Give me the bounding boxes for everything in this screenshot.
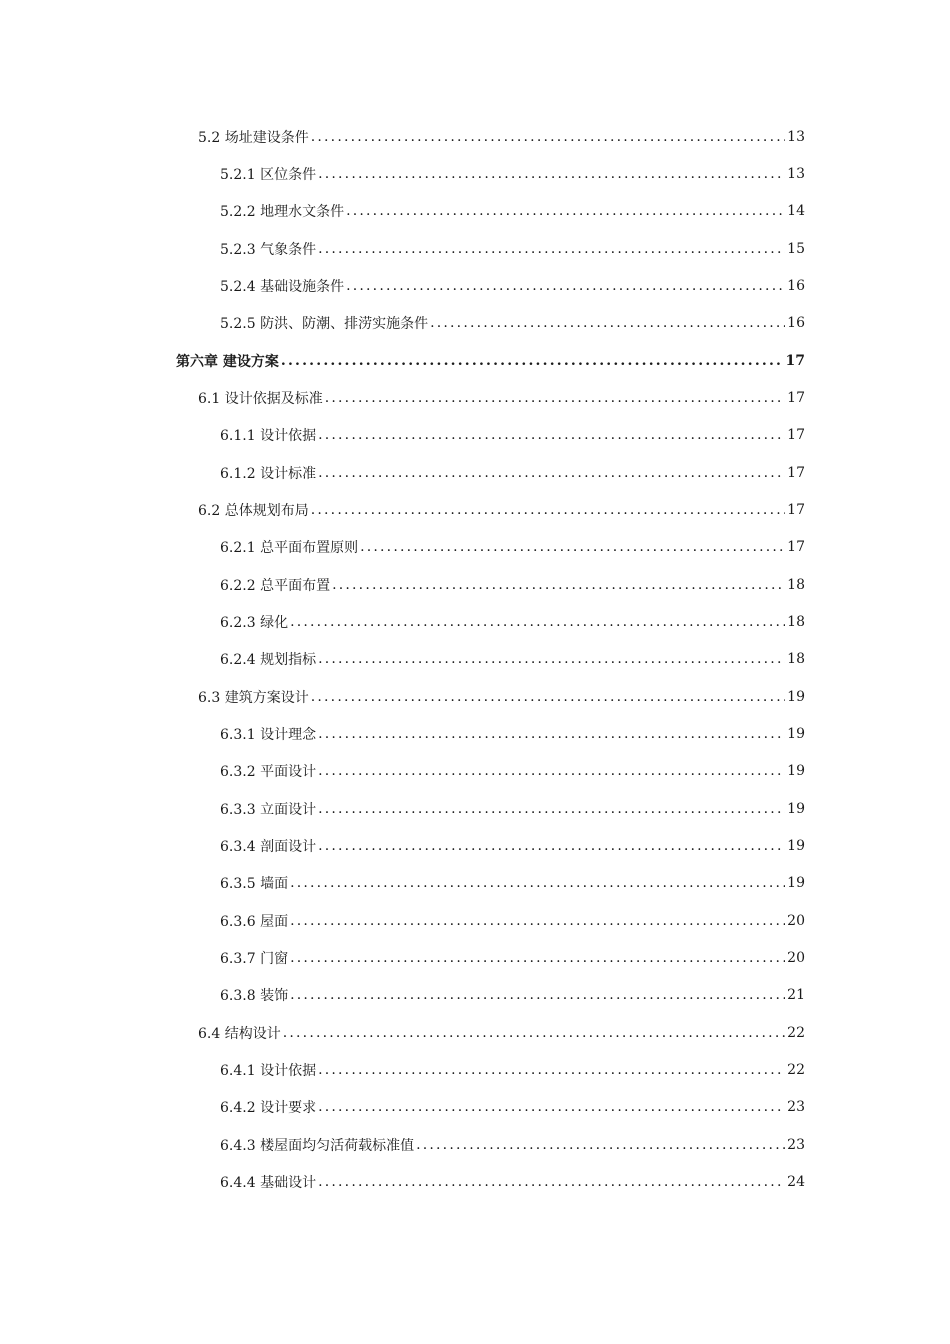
toc-dot-leader — [318, 466, 785, 480]
toc-dot-leader — [346, 204, 785, 218]
toc-entry[interactable] — [0, 454, 950, 491]
toc-entry[interactable] — [0, 342, 950, 379]
toc-page-number: 14 — [787, 203, 805, 220]
toc-entry[interactable] — [0, 1163, 950, 1200]
toc-entry-title: 6.2.1 总平面布置原则 — [220, 540, 359, 557]
toc-entry-title: 6.2 总体规划布局 — [198, 502, 309, 519]
toc-dot-leader — [318, 167, 785, 181]
toc-dot-leader — [416, 1138, 785, 1152]
toc-page-number: 18 — [787, 613, 805, 630]
toc-dot-leader — [318, 764, 785, 778]
toc-dot-leader — [318, 428, 785, 442]
toc-entry-title: 6.3.6 屋面 — [220, 913, 289, 930]
toc-page-number: 16 — [787, 315, 805, 332]
toc-dot-leader — [318, 839, 785, 853]
toc-page-number: 17 — [787, 501, 805, 518]
toc-page-number: 16 — [787, 277, 805, 294]
toc-entry-title: 6.4.3 楼屋面均匀活荷载标准值 — [220, 1137, 415, 1154]
toc-entry-title: 6.1.2 设计标准 — [220, 465, 317, 482]
toc-entry[interactable] — [0, 230, 950, 267]
toc-entry-title: 6.2.2 总平面布置 — [220, 577, 331, 594]
toc-entry[interactable] — [0, 1051, 950, 1088]
toc-dot-leader — [360, 540, 785, 554]
toc-entry-title: 6.1.1 设计依据 — [220, 428, 317, 445]
toc-entry[interactable] — [0, 603, 950, 640]
toc-page-number: 17 — [785, 352, 805, 369]
toc-entry[interactable] — [0, 678, 950, 715]
toc-entry[interactable] — [0, 790, 950, 827]
toc-entry[interactable] — [0, 902, 950, 939]
toc-dot-leader — [332, 578, 785, 592]
toc-entry-title: 6.3.8 装饰 — [220, 988, 289, 1005]
toc-entry[interactable] — [0, 193, 950, 230]
toc-dot-leader — [290, 951, 785, 965]
toc-dot-leader — [346, 279, 785, 293]
toc-entry-title: 6.3.4 剖面设计 — [220, 838, 317, 855]
toc-entry[interactable] — [0, 566, 950, 603]
toc-page-number: 13 — [787, 165, 805, 182]
toc-entry-title: 6.3.5 墙面 — [220, 876, 289, 893]
toc-entry-title: 5.2.4 基础设施条件 — [220, 278, 345, 295]
toc-entry[interactable] — [0, 1089, 950, 1126]
toc-entry[interactable] — [0, 1126, 950, 1163]
toc-entry-title: 6.1 设计依据及标准 — [198, 390, 323, 407]
toc-entry[interactable] — [0, 977, 950, 1014]
toc-dot-leader — [311, 503, 785, 517]
toc-entry-title: 第六章 建设方案 — [176, 353, 279, 370]
toc-page-number: 19 — [787, 763, 805, 780]
toc-entry-title: 5.2.1 区位条件 — [220, 166, 317, 183]
toc-entry-title: 6.4.2 设计要求 — [220, 1100, 317, 1117]
toc-page-number: 24 — [787, 1173, 805, 1190]
toc-dot-leader — [311, 690, 785, 704]
toc-entry-title: 5.2.3 气象条件 — [220, 241, 317, 258]
toc-page-number: 18 — [787, 651, 805, 668]
toc-page-number: 17 — [787, 427, 805, 444]
toc-dot-leader — [318, 1063, 785, 1077]
toc-entry-title: 5.2 场址建设条件 — [198, 129, 309, 146]
toc-dot-leader — [311, 130, 785, 144]
toc-entry[interactable] — [0, 865, 950, 902]
toc-page-number: 20 — [787, 912, 805, 929]
toc-page-number: 17 — [787, 539, 805, 556]
toc-page-number: 23 — [787, 1099, 805, 1116]
toc-dot-leader — [318, 242, 785, 256]
toc-entry-title: 6.4.1 设计依据 — [220, 1062, 317, 1079]
toc-dot-leader — [290, 615, 785, 629]
toc-page-number: 23 — [787, 1136, 805, 1153]
toc-page-number: 19 — [787, 688, 805, 705]
toc-page-number: 21 — [787, 987, 805, 1004]
toc-entry-title: 6.2.3 绿化 — [220, 614, 289, 631]
toc-entry[interactable] — [0, 267, 950, 304]
toc-dot-leader — [281, 354, 784, 368]
toc-entry[interactable] — [0, 1014, 950, 1051]
toc-dot-leader — [325, 391, 785, 405]
toc-dot-leader — [430, 316, 785, 330]
toc-page-number: 19 — [787, 875, 805, 892]
toc-entry[interactable] — [0, 529, 950, 566]
toc-entry-title: 6.3.2 平面设计 — [220, 764, 317, 781]
toc-page-number: 19 — [787, 837, 805, 854]
toc-entry[interactable] — [0, 939, 950, 976]
toc-page-number: 18 — [787, 576, 805, 593]
toc-entry-title: 6.3.1 设计理念 — [220, 726, 317, 743]
toc-page-number: 19 — [787, 800, 805, 817]
toc-page-number: 17 — [787, 389, 805, 406]
toc-dot-leader — [290, 876, 785, 890]
toc-entry[interactable] — [0, 641, 950, 678]
toc-entry-title: 5.2.2 地理水文条件 — [220, 204, 345, 221]
toc-entry-title: 6.4.4 基础设计 — [220, 1174, 317, 1191]
toc-entry-title: 6.3.7 门窗 — [220, 950, 289, 967]
toc-entry-title: 6.2.4 规划指标 — [220, 652, 317, 669]
toc-page-number: 13 — [787, 128, 805, 145]
toc-dot-leader — [290, 914, 785, 928]
toc-page-number: 22 — [787, 1024, 805, 1041]
toc-entry[interactable] — [0, 827, 950, 864]
toc-dot-leader — [318, 652, 785, 666]
toc-entry[interactable] — [0, 753, 950, 790]
toc-entry[interactable] — [0, 715, 950, 752]
toc-dot-leader — [318, 1175, 785, 1189]
toc-entry[interactable] — [0, 305, 950, 342]
toc-page-number: 15 — [787, 240, 805, 257]
table-of-contents — [0, 118, 950, 1201]
toc-dot-leader — [283, 1026, 785, 1040]
toc-page-number: 19 — [787, 725, 805, 742]
toc-entry[interactable] — [0, 155, 950, 192]
toc-dot-leader — [318, 727, 785, 741]
toc-dot-leader — [318, 1100, 785, 1114]
toc-entry[interactable] — [0, 379, 950, 416]
toc-entry-title: 6.3 建筑方案设计 — [198, 689, 309, 706]
toc-entry-title: 6.3.3 立面设计 — [220, 801, 317, 818]
toc-page-number: 22 — [787, 1061, 805, 1078]
toc-entry[interactable] — [0, 491, 950, 528]
toc-entry[interactable] — [0, 417, 950, 454]
toc-entry[interactable] — [0, 118, 950, 155]
toc-page-number: 17 — [787, 464, 805, 481]
toc-page-number: 20 — [787, 949, 805, 966]
toc-entry-title: 6.4 结构设计 — [198, 1025, 281, 1042]
toc-dot-leader — [290, 988, 785, 1002]
toc-dot-leader — [318, 802, 785, 816]
toc-entry-title: 5.2.5 防洪、防潮、排涝实施条件 — [220, 316, 429, 333]
